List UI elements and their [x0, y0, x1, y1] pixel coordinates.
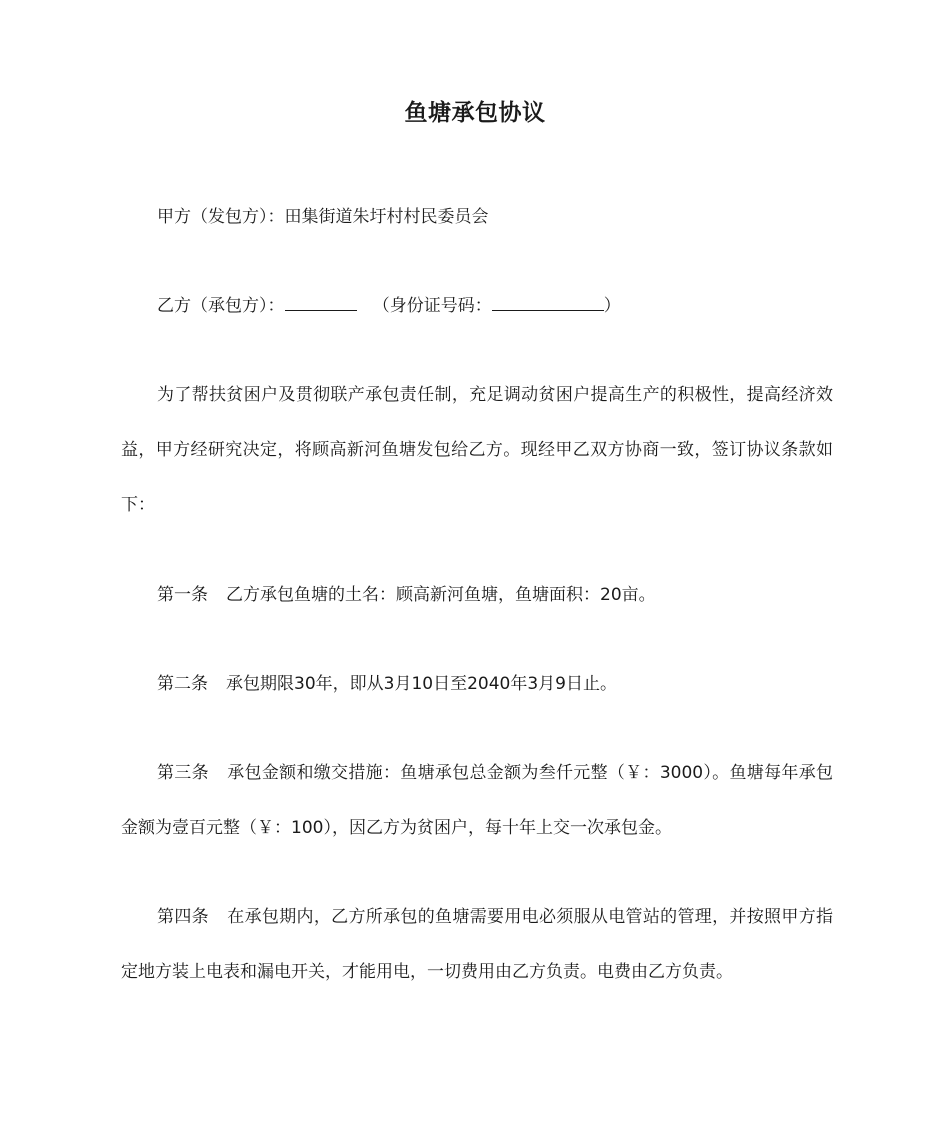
party-b-id-close: ）	[603, 296, 621, 316]
party-b-id-blank	[492, 292, 604, 311]
article-3-text: 承包金额和缴交措施：鱼塘承包总金额为叁仟元整（￥：3000）。鱼塘每年承包金额为壹百元整（￥：100），因乙方为贫困户，每十年上交一次承包金。	[121, 763, 834, 838]
article-4	[121, 890, 833, 1000]
article-1-text: 乙方承包鱼塘的土名：顾高新河鱼塘，鱼塘面积：20亩。	[226, 585, 656, 605]
party-b-line	[121, 279, 833, 334]
party-a-line: 甲方（发包方）：田集街道朱圩村村民委员会	[157, 207, 489, 227]
intro-paragraph: 为了帮扶贫困户及贯彻联产承包责任制，充足调动贫困户提高生产的积极性，提高经济效益，甲方经研究决定，将顾高新河鱼塘发包给乙方。现经甲乙双方协商一致，签订协议条款如下：	[121, 385, 833, 515]
party-b-name-blank	[285, 292, 357, 311]
article-1-number: 第一条	[157, 585, 208, 605]
party-b-id-label: （身份证号码：	[372, 296, 492, 316]
article-4-text: 在承包期内，乙方所承包的鱼塘需要用电必须服从电管站的管理，并按照甲方指定地方装上电表和漏电开关，才能用电，一切费用由乙方负责。电费由乙方负责。	[121, 907, 834, 982]
article-2-number: 第二条	[157, 674, 208, 694]
article-3-number: 第三条	[157, 763, 209, 783]
article-4-number: 第四条	[157, 907, 209, 927]
document-title: 鱼塘承包协议	[404, 100, 546, 126]
party-b-label: 乙方（承包方）：	[157, 296, 285, 316]
article-3	[121, 746, 833, 856]
article-1	[121, 568, 833, 623]
article-2-text: 承包期限30年，即从3月10日至2040年3月9日止。	[226, 674, 617, 694]
article-2	[121, 657, 833, 712]
